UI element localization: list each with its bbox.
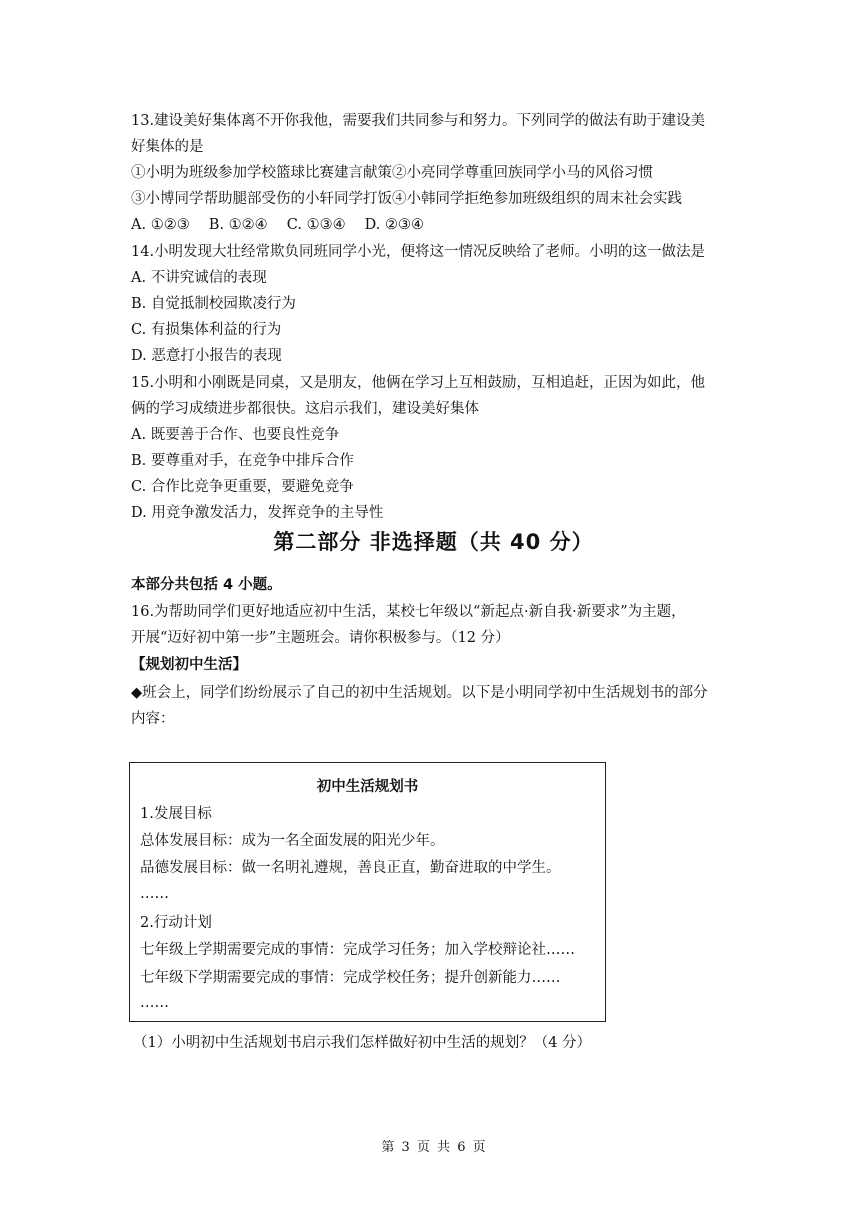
q16-context-line2: 内容： — [131, 711, 175, 727]
q16-stem-line1: 16.为帮助同学们更好地适应初中生活，某校七年级以“新起点·新自我·新要求”为主题， — [131, 604, 686, 620]
q16-context-line1: ◆班会上，同学们纷纷展示了自己的初中生活规划。以下是小明同学初中生活规划书的部分 — [131, 685, 708, 701]
plan-ellipsis-1: …… — [140, 886, 169, 902]
q13-stem-line2: 好集体的是 — [131, 139, 204, 155]
plan-action-heading: 2.行动计划 — [140, 915, 212, 931]
q15-option-a: A. 既要善于合作、也要良性竞争 — [131, 427, 340, 443]
q14-option-d: D. 恶意打小报告的表现 — [131, 348, 282, 364]
part2-intro: 本部分共包括 4 小题。 — [131, 577, 282, 593]
q15-option-b: B. 要尊重对手，在竞争中排斥合作 — [131, 453, 354, 469]
q13-choices: A. ①②③ B. ①②④ C. ①③④ D. ②③④ — [131, 217, 425, 233]
plan-first-term: 七年级上学期需要完成的事情：完成学习任务；加入学校辩论社…… — [140, 942, 575, 958]
q16-sub1: （1）小明初中生活规划书启示我们怎样做好初中生活的规划？（4 分） — [133, 1035, 592, 1051]
plan-box-title: 初中生活规划书 — [316, 779, 419, 795]
plan-ellipsis-2: …… — [140, 995, 169, 1011]
page-footer: 第 3 页 共 6 页 — [381, 1140, 486, 1155]
q15-stem-line1: 15.小明和小刚既是同桌，又是朋友，他俩在学习上互相鼓励，互相追赶，正因为如此，他 — [131, 375, 706, 391]
q15-option-d: D. 用竞争激发活力，发挥竞争的主导性 — [131, 505, 384, 521]
plan-goal-overall: 总体发展目标：成为一名全面发展的阳光少年。 — [140, 833, 445, 849]
q13-statements-line1: ①小明为班级参加学校篮球比赛建言献策②小亮同学尊重回族同学小马的风俗习惯 — [131, 165, 653, 181]
q15-option-c: C. 合作比竞争更重要，要避免竞争 — [131, 479, 354, 495]
plan-box — [129, 762, 606, 1022]
q14-stem: 14.小明发现大壮经常欺负同班同学小光，便将这一情况反映给了老师。小明的这一做法是 — [131, 244, 706, 260]
q14-option-b: B. 自觉抵制校园欺凌行为 — [131, 296, 296, 312]
part2-title: 第二部分 非选择题（共 40 分） — [273, 530, 594, 554]
q13-stem-line1: 13.建设美好集体离不开你我他，需要我们共同参与和努力。下列同学的做法有助于建设美 — [131, 113, 706, 129]
q14-option-c: C. 有损集体利益的行为 — [131, 322, 282, 338]
q16-stem-line2: 开展“迈好初中第一步”主题班会。请你积极参与。（12 分） — [131, 630, 510, 646]
q15-stem-line2: 俩的学习成绩进步都很快。这启示我们，建设美好集体 — [131, 401, 479, 417]
q16-section-heading: 【规划初中生活】 — [131, 657, 247, 673]
plan-goal-heading: 1.发展目标 — [140, 806, 212, 822]
q13-statements-line2: ③小博同学帮助腿部受伤的小轩同学打饭④小韩同学拒绝参加班级组织的周末社会实践 — [131, 191, 682, 207]
plan-second-term: 七年级下学期需要完成的事情：完成学校任务；提升创新能力…… — [140, 970, 561, 986]
q14-option-a: A. 不讲究诚信的表现 — [131, 270, 267, 286]
plan-goal-moral: 品德发展目标：做一名明礼遵规，善良正直，勤奋进取的中学生。 — [140, 860, 561, 876]
